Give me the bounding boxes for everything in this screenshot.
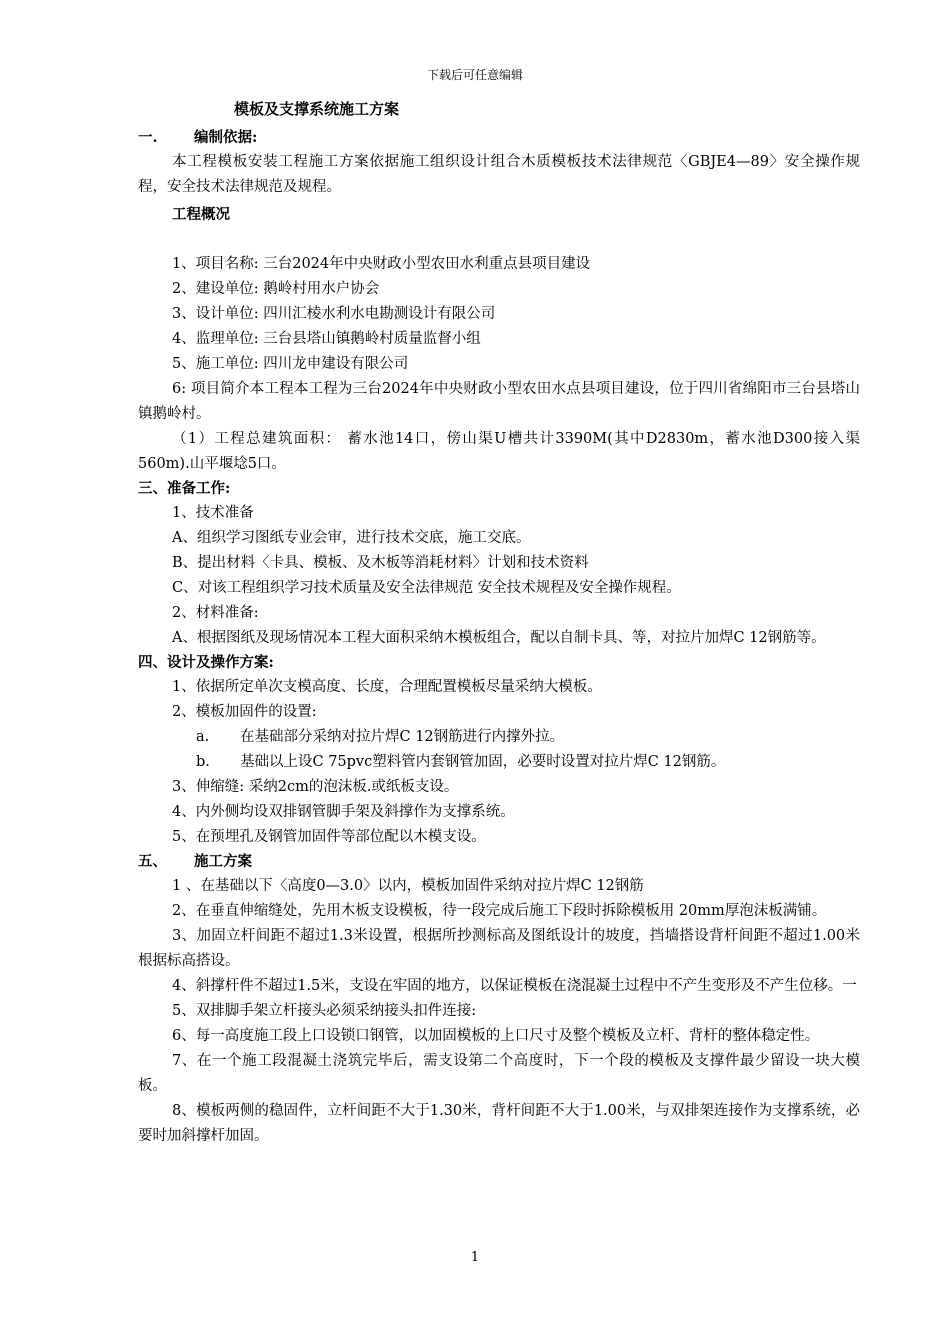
section-1-label: 编制依据: xyxy=(194,129,258,146)
section-4-item: 4、内外侧均设双排钢管脚手架及斜撑作为支撑系统。 xyxy=(172,804,515,820)
project-info-list xyxy=(138,252,860,377)
section-4-heading: 四、设计及操作方案: xyxy=(138,654,274,671)
section-5-item: 2、在垂直伸缩缝处，先用木板支设模板，待一段完成后施工下段时拆除模板用 20mm厚泡沫板满铺。 xyxy=(172,903,827,919)
section-5-item: 7、在一个施工段混凝土浇筑完毕后，需支设第二个高度时，下一个段的模板及支撑件最少留设一块大模板。 xyxy=(138,1053,860,1094)
subitem-marker: a. xyxy=(196,729,210,745)
project-item: 2、建设单位: 鹅岭村用水户协会 xyxy=(172,281,380,297)
project-item: 5、施工单位: 四川龙申建设有限公司 xyxy=(172,356,409,372)
spacer xyxy=(138,228,860,252)
section-3-material: A、根据图纸及现场情况本工程大面积采纳木模板组合，配以自制卡具、等，对拉片加焊C 12钢筋等。 xyxy=(172,630,826,646)
section-5-item: 1 、在基础以下〈高度0—3.0〉以内，模板加固件采纳对拉片焊C 12钢筋 xyxy=(172,878,644,894)
section-5-item: 4、斜撑杆件不超过1.5米，支设在牢固的地方，以保证模板在浇混凝土过程中不产生变形及不产生位移。一 xyxy=(172,978,857,994)
section-1-number: 一. xyxy=(138,129,158,146)
section-1-heading xyxy=(138,126,860,150)
section-5-item: 6、每一高度施工段上口设锁口钢管，以加固模板的上口尺寸及整个模板及立杆、背杆的整体稳定性。 xyxy=(172,1028,820,1044)
section-3-item: C、对该工程组织学习技术质量及安全法律规范 安全技术规程及安全操作规程。 xyxy=(172,580,681,596)
page-number: 1 xyxy=(470,1250,480,1265)
section-3-item: 1、技术准备 xyxy=(172,505,254,521)
section-3-item: 2、材料准备: xyxy=(172,605,259,621)
project-item: 4、监理单位: 三台县塔山镇鹅岭村质量监督小组 xyxy=(172,331,481,347)
section-5-item: 8、模板两侧的稳固件，立杆间距不大于1.30米，背杆间距不大于1.00米，与双排架连接作为支撑系统，必要时加斜撑杆加固。 xyxy=(138,1103,860,1144)
section-1-body: 本工程模板安装工程施工方案依据施工组织设计组合木质模板技术法律规范〈GBJE4—89〉安全操作规程，安全技术法律规范及规程。 xyxy=(138,154,860,195)
overview-heading: 工程概况 xyxy=(172,206,230,223)
project-item: 3、设计单位: 四川汇棱水利水电勘测设计有限公司 xyxy=(172,306,496,322)
section-3-item: B、提出材料〈卡具、模板、及木板等消耗材料〉计划和技术资料 xyxy=(172,555,589,571)
section-4-subitem xyxy=(138,725,860,750)
section-4-item: 1、依据所定单次支模高度、长度，合理配置模板尽量采纳大模板。 xyxy=(172,679,602,695)
section-5-item: 3、加固立杆间距不超过1.3米设置，根据所抄测标高及图纸设计的坡度，挡墙搭设背杆间距不超过1.00米根据标高搭设。 xyxy=(138,928,860,969)
document-body xyxy=(138,98,860,1149)
subitem-marker: b. xyxy=(196,754,210,770)
section-3-item: A、组织学习图纸专业会审，进行技术交底，施工交底。 xyxy=(172,530,531,546)
section-4-item: 2、模板加固件的设置: xyxy=(172,704,317,720)
section-5-number: 五、 xyxy=(138,853,167,870)
subitem-text: 在基础部分采纳对拉片焊C 12钢筋进行内撑外拉。 xyxy=(240,729,565,745)
section-4-subitem xyxy=(138,750,860,775)
project-item: 1、项目名称: 三台2024年中央财政小型农田水利重点县项目建设 xyxy=(172,256,591,272)
subitem-text: 基础以上设C 75pvc塑料管内套钢管加固，必要时设置对拉片焊C 12钢筋。 xyxy=(240,754,726,770)
section-5-label: 施工方案 xyxy=(194,853,252,870)
section-4-item: 5、在预埋孔及钢管加固件等部位配以木模支设。 xyxy=(172,829,486,845)
section-5-heading xyxy=(138,850,860,874)
section-5-item: 5、双排脚手架立杆接头必须采纳接头扣件连接: xyxy=(172,1003,477,1019)
project-intro: 6: 项目简介本工程本工程为三台2024年中央财政小型农田水点县项目建设，位于四川省绵阳市三台县塔山镇鹅岭村。 xyxy=(138,381,860,422)
project-area: （1）工程总建筑面积： 蓄水池14口，傍山渠U槽共计3390M(其中D2830m，蓄水池D300接入渠560m).山平堰埝5口。 xyxy=(138,431,860,472)
document-title: 模板及支撑系统施工方案 xyxy=(234,100,400,118)
header-note: 下载后可任意编辑 xyxy=(426,68,523,82)
section-3-heading: 三、准备工作: xyxy=(138,480,231,497)
section-4-item: 3、伸缩缝: 采纳2cm的泡沫板.或纸板支设。 xyxy=(172,779,459,795)
